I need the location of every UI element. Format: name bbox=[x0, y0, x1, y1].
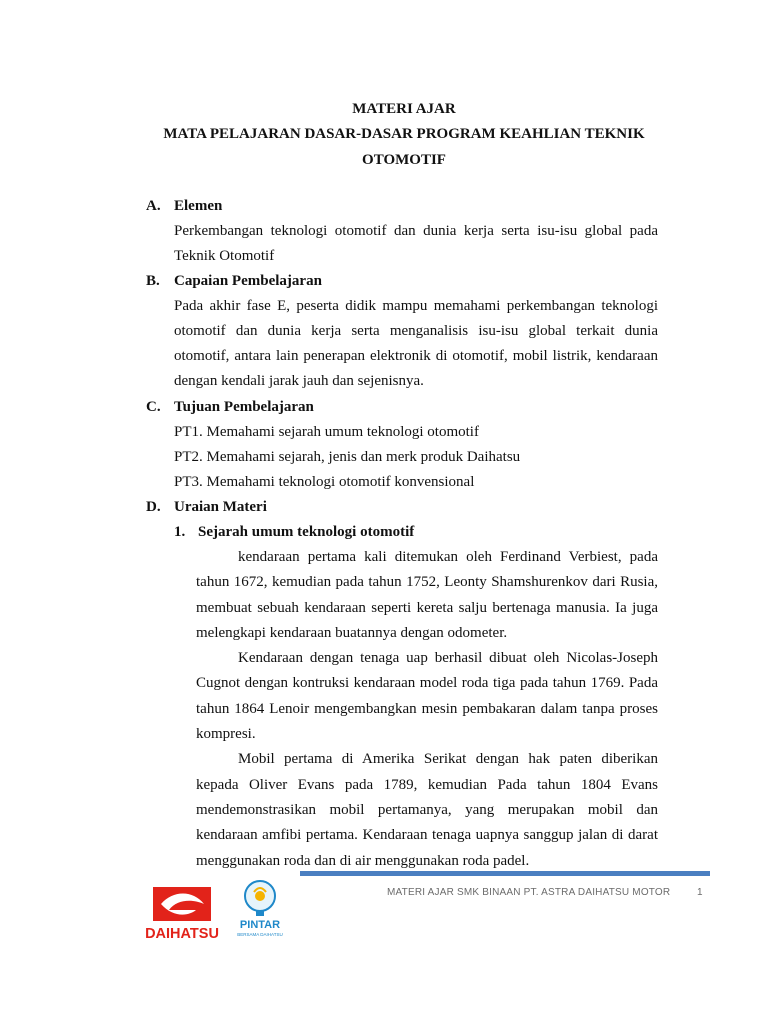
body-paragraph: kendaraan pertama kali ditemukan oleh Ferdinand Verbiest, pada tahun 1672, kemudian pada tahun 1752, Leonty Shamshurenkov dari Rusia, membuat sebuah kendaraan seperti kereta salju bertenaga manusia. Ia juga melengkapi kendaraan buatannya dengan odometer. bbox=[196, 549, 658, 641]
section-c-heading bbox=[146, 399, 314, 416]
pintar-wordmark: PINTAR bbox=[239, 919, 281, 931]
daihatsu-logo bbox=[143, 885, 223, 941]
page-number: 1 bbox=[697, 887, 703, 898]
section-b-letter: B. bbox=[146, 273, 160, 289]
subsection-1-heading bbox=[174, 524, 414, 541]
section-b-title: Capaian Pembelajaran bbox=[174, 273, 322, 289]
footer-rule bbox=[300, 871, 710, 876]
doc-subtitle-line2: OTOMOTIF bbox=[362, 152, 446, 168]
pintar-logo bbox=[232, 878, 288, 942]
section-a-title: Elemen bbox=[174, 198, 223, 214]
section-a-text: Perkembangan teknologi otomotif dan dunia kerja serta isu-isu global pada Teknik Otomotif bbox=[174, 223, 658, 264]
doc-subtitle-line1: MATA PELAJARAN DASAR-DASAR PROGRAM KEAHLIAN TEKNIK bbox=[163, 126, 645, 142]
section-b-heading bbox=[146, 273, 322, 290]
section-a-letter: A. bbox=[146, 198, 161, 214]
section-d-heading bbox=[146, 499, 267, 516]
footer-text: MATERI AJAR SMK BINAAN PT. ASTRA DAIHATSU MOTOR bbox=[387, 887, 671, 898]
objective-item: PT1. Memahami sejarah umum teknologi otomotif bbox=[174, 424, 479, 440]
section-b-text: Pada akhir fase E, peserta didik mampu memahami perkembangan teknologi otomotif dan dunia kerja serta menganalisis isu-isu global terkait dunia otomotif, antara lain penerapan elektronik di otomotif, mobil listrik, kendaraan dengan kendali jarak jauh dan sejenisnya. bbox=[174, 298, 658, 389]
subsection-1-title: Sejarah umum teknologi otomotif bbox=[198, 524, 415, 540]
pintar-tagline: BERSAMA DAIHATSU bbox=[237, 932, 283, 937]
section-d-letter: D. bbox=[146, 499, 161, 515]
body-paragraph: Mobil pertama di Amerika Serikat dengan hak paten diberikan kepada Oliver Evans pada 1789, kemudian Pada tahun 1804 Evans mendemonstrasikan mobil pertamanya, yang merupakan mobil dan kendaraan amfibi pertama. Kendaraan tenaga uapnya sanggup jalan di darat menggunakan roda dan di air menggunakan roda padel. bbox=[196, 751, 658, 869]
objective-item: PT2. Memahami sejarah, jenis dan merk produk Daihatsu bbox=[174, 449, 521, 465]
daihatsu-wordmark: DAIHATSU bbox=[145, 926, 219, 941]
doc-title: MATERI AJAR bbox=[352, 101, 456, 117]
subsection-1-body bbox=[196, 545, 658, 874]
section-d-title: Uraian Materi bbox=[174, 499, 267, 515]
objective-item: PT3. Memahami teknologi otomotif konvensional bbox=[174, 474, 475, 490]
body-paragraph: Kendaraan dengan tenaga uap berhasil dibuat oleh Nicolas-Joseph Cugnot dengan kontruksi kendaraan model roda tiga pada tahun 1769. Pada tahun 1864 Lenoir mengembangkan mesin pembakaran dalam tanpa proses kompresi. bbox=[196, 650, 658, 743]
section-c-title: Tujuan Pembelajaran bbox=[174, 399, 314, 415]
section-a-heading bbox=[146, 198, 222, 215]
subsection-1-number: 1. bbox=[174, 524, 186, 540]
section-c-letter: C. bbox=[146, 399, 161, 415]
